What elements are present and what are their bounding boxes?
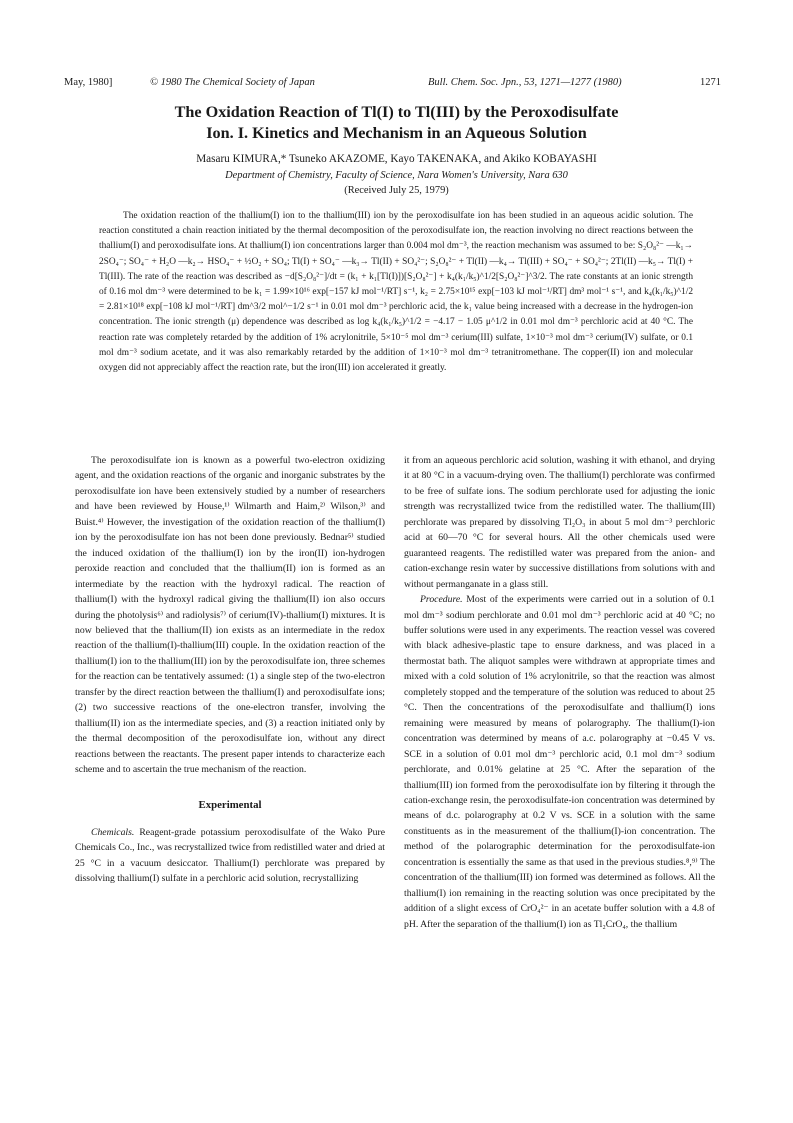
issue-date: May, 1980] xyxy=(64,77,113,88)
chemicals-continued-paragraph: it from an aqueous perchloric acid solution, washing it with ethanol, and drying it at 80 °C in a vacuum-drying oven. The thallium(I) perchlorate was confirmed to be free of sulfate ions. The sodium perchlorate used for adjusting the ionic strength was recrystallized twice from the redistilled water. The thallium(III) perchlorate was prepared by dissolving Tl₂O₃ in about 5 mol dm⁻³ perchloric acid at 60—70 °C for several hours. All the other chemicals used were guaranteed reagents. The redistilled water was prepared from the anion- and cation-exchange resin water by successive distillations from solutions with and without permanganate in a glass still. xyxy=(404,455,715,590)
running-header xyxy=(64,77,721,93)
abstract: The oxidation reaction of the thallium(I) ion to the thallium(III) ion by the peroxodisulfate ion has been studied in an aqueous acidic solution. The reaction constituted a chain reaction initiated by the thermal decomposition of the peroxodisulfate ion, the reaction involving no direct reactions between the thallium(I) and peroxodisulfate ions. At thallium(I) ion concentrations larger than 0.004 mol dm⁻³, the reaction mechanism was assumed to be: S₂O₈²⁻ —k₁→ 2SO₄⁻; SO₄⁻ + H₂O —k₂→ HSO₄⁻ + ½O₂ + SO₄; Tl(I) + SO₄⁻ —k₃→ Tl(II) + SO₄²⁻; S₂O₈²⁻ + Tl(II) —k₄→ Tl(III) + SO₄⁻ + SO₄²⁻; 2Tl(II) —k₅→ Tl(I) + Tl(III). The rate of the reaction was described as −d[S₂O₈²⁻]/dt = (k₁ + k₁[Tl(I)])[S₂O₈²⁻] + k₄(k₁/k₅)^1/2[S₂O₈²⁻]^3/2. The rate constants at an ionic strength of 0.16 mol dm⁻³ were determined to be k₁ = 1.99×10¹⁶ exp[−157 kJ mol⁻¹/RT] s⁻¹, k₂ = 2.75×10¹⁵ exp[−103 kJ mol⁻¹/RT] dm³ mol⁻¹ s⁻¹, and k₄(k₁/k₅)^1/2 = 2.81×10¹⁸ exp[−108 kJ mol⁻¹/RT] dm^3/2 mol^−1/2 s⁻¹ in 0.01 mol dm⁻³ perchloric acid, the k₁ value being increased with a decrease in the hydrogen-ion concentration. The ionic strength (μ) dependence was described as log k₄(k₁/k₅)^1/2 = −4.17 − 1.05 μ^1/2 in 0.01 mol dm⁻³ perchloric acid at 40 °C. The reaction rate was completely retarded by the addition of 1% acrylonitrile, 5×10⁻⁵ mol dm⁻³ cerium(III) sulfate, 1×10⁻³ mol dm⁻³ cerium(IV) sulfate, or 0.1 mol dm⁻³ sodium acetate, and it was also remarkably retarded by the addition of 1×10⁻³ mol dm⁻³ tetranitromethane. The copper(II) ion and molecular oxygen did not appreciably affect the reaction rate, but the iron(III) ion accelerated it greatly. xyxy=(99,211,693,374)
page-number: 1271 xyxy=(700,77,721,88)
article-title xyxy=(60,102,733,144)
copyright-notice: © 1980 The Chemical Society of Japan xyxy=(150,77,315,88)
procedure-paragraph xyxy=(404,592,715,932)
procedure-text: Most of the experiments were carried out in a solution of 0.1 mol dm⁻³ sodium perchlorate and 0.01 mol dm⁻³ perchloric acid at 40 °C; no buffer solutions were used in any experiments. The reaction vessel was covered with black adhesive-plastic tape to ensure darkness, and was placed in a thermostat bath. The aliquot samples were withdrawn at appropriate times and mixed with a cold solution of 1% acrylonitrile, so that the reaction was almost completely stopped and the temperature of the solution was reduced to about 25 °C. Then the concentrations of the peroxodisulfate and thallium(I) ions remaining were measured by means of polarography. The thallium(I)-ion concentration was determined by means of a.c. polarography at −0.45 V vs. SCE in a solution of 0.01 mol dm⁻³ perchloric acid, 0.1 mol dm⁻³ sodium perchlorate, and 0.01% gelatine at 25 °C. After the separation of the thallium(III) ion formed from the peroxodisulfate ion by filtering it through the cation-exchange resin, the peroxodisulfate-ion concentration was determined by means of d.c. polarography at 0.2 V vs. SCE in a solution with the same constituents as in the measurement of the thallium(I)-ion concentration. The method of the polarographic determination for the peroxodisulfate-ion concentration is essentially the same as that used in the previous studies.⁸,⁹⁾ The concentration of the thallium(III) ion formed was determined as follows. All the thallium(I) ion remaining in the reacting solution was once precipitated by the addition of a slight excess of CrO₄²⁻ in an acetate buffer solution with a 4.8 of pH. After the separation of the thallium(I) ion as Tl₂CrO₄, the thallium xyxy=(404,594,716,930)
received-date: (Received July 25, 1979) xyxy=(344,185,449,196)
chemicals-paragraph xyxy=(75,825,385,887)
title-line-1: The Oxidation Reaction of Tl(I) to Tl(III) by the Peroxodisulfate xyxy=(174,103,619,121)
chemicals-label: Chemicals. xyxy=(91,826,135,838)
chemicals-text: Reagent-grade potassium peroxodisulfate of the Wako Pure Chemicals Co., Inc., was recrystallized twice from redistilled water and dried at 25 °C in a vacuum desiccator. Thallium(I) perchlorate was prepared by dissolving thallium(I) sulfate in a perchloric acid solution, recrystallizing xyxy=(75,826,386,885)
right-column xyxy=(404,453,715,932)
author-list: Masaru KIMURA,* Tsuneko AKAZOME, Kayo TAKENAKA, and Akiko KOBAYASHI xyxy=(196,153,597,165)
introduction-paragraph: The peroxodisulfate ion is known as a powerful two-electron oxidizing agent, and the oxidation reactions of the organic and inorganic substrates by the peroxodisulfate ion have been extensively studied by a number of researchers and have been reviewed by House,¹⁾ Wilmarth and Haim,²⁾ Wilson,³⁾ and Buist.⁴⁾ However, the investigation of the oxidation reaction of the thallium(I) ion by the peroxodisulfate ion has not been done previously. Bednar⁵⁾ studied the induced oxidation of the thallium(I) ion by the iron(II) ion-hydrogen peroxide reaction and concluded that the thallium(II) ion is formed as an intermediate by the reaction with the hydroxyl radical. The reaction of thallium(I) with the hydroxyl radical giving the thallium(II) ion also occurs during the photolysis⁶⁾ and radiolysis⁷⁾ of cerium(IV)-thallium(I) mixtures. It is now believed that the thallium(II) ion exists as an intermediate in the redox reaction of the thallium(I)-thallium(III) couple. In the oxidation reaction of the thallium(I) ion to the thallium(III) ion by the peroxodisulfate ion, three schemes for the reaction can be tentatively assumed: (1) a single step of the two-electron transfer by the direct reaction between the thallium(I) and peroxodisulfate ions; (2) two successive reactions of the one-electron transfer, involving the thallium(II) ion as the intermediate species, and (3) a reaction initiated only by the thermal decomposition of the peroxodisulfate ion, without any direct reactions between the reactants. The present paper intends to characterize each scheme and to ascertain the true mechanism of the reaction. xyxy=(75,455,385,776)
journal-citation: Bull. Chem. Soc. Jpn., 53, 1271—1277 (1980) xyxy=(428,77,622,88)
left-column xyxy=(75,453,385,887)
procedure-label: Procedure. xyxy=(420,594,463,606)
title-line-2: Ion. I. Kinetics and Mechanism in an Aqueous Solution xyxy=(206,124,587,142)
affiliation: Department of Chemistry, Faculty of Science, Nara Women's University, Nara 630 xyxy=(225,170,568,181)
section-heading-experimental: Experimental xyxy=(198,798,262,811)
